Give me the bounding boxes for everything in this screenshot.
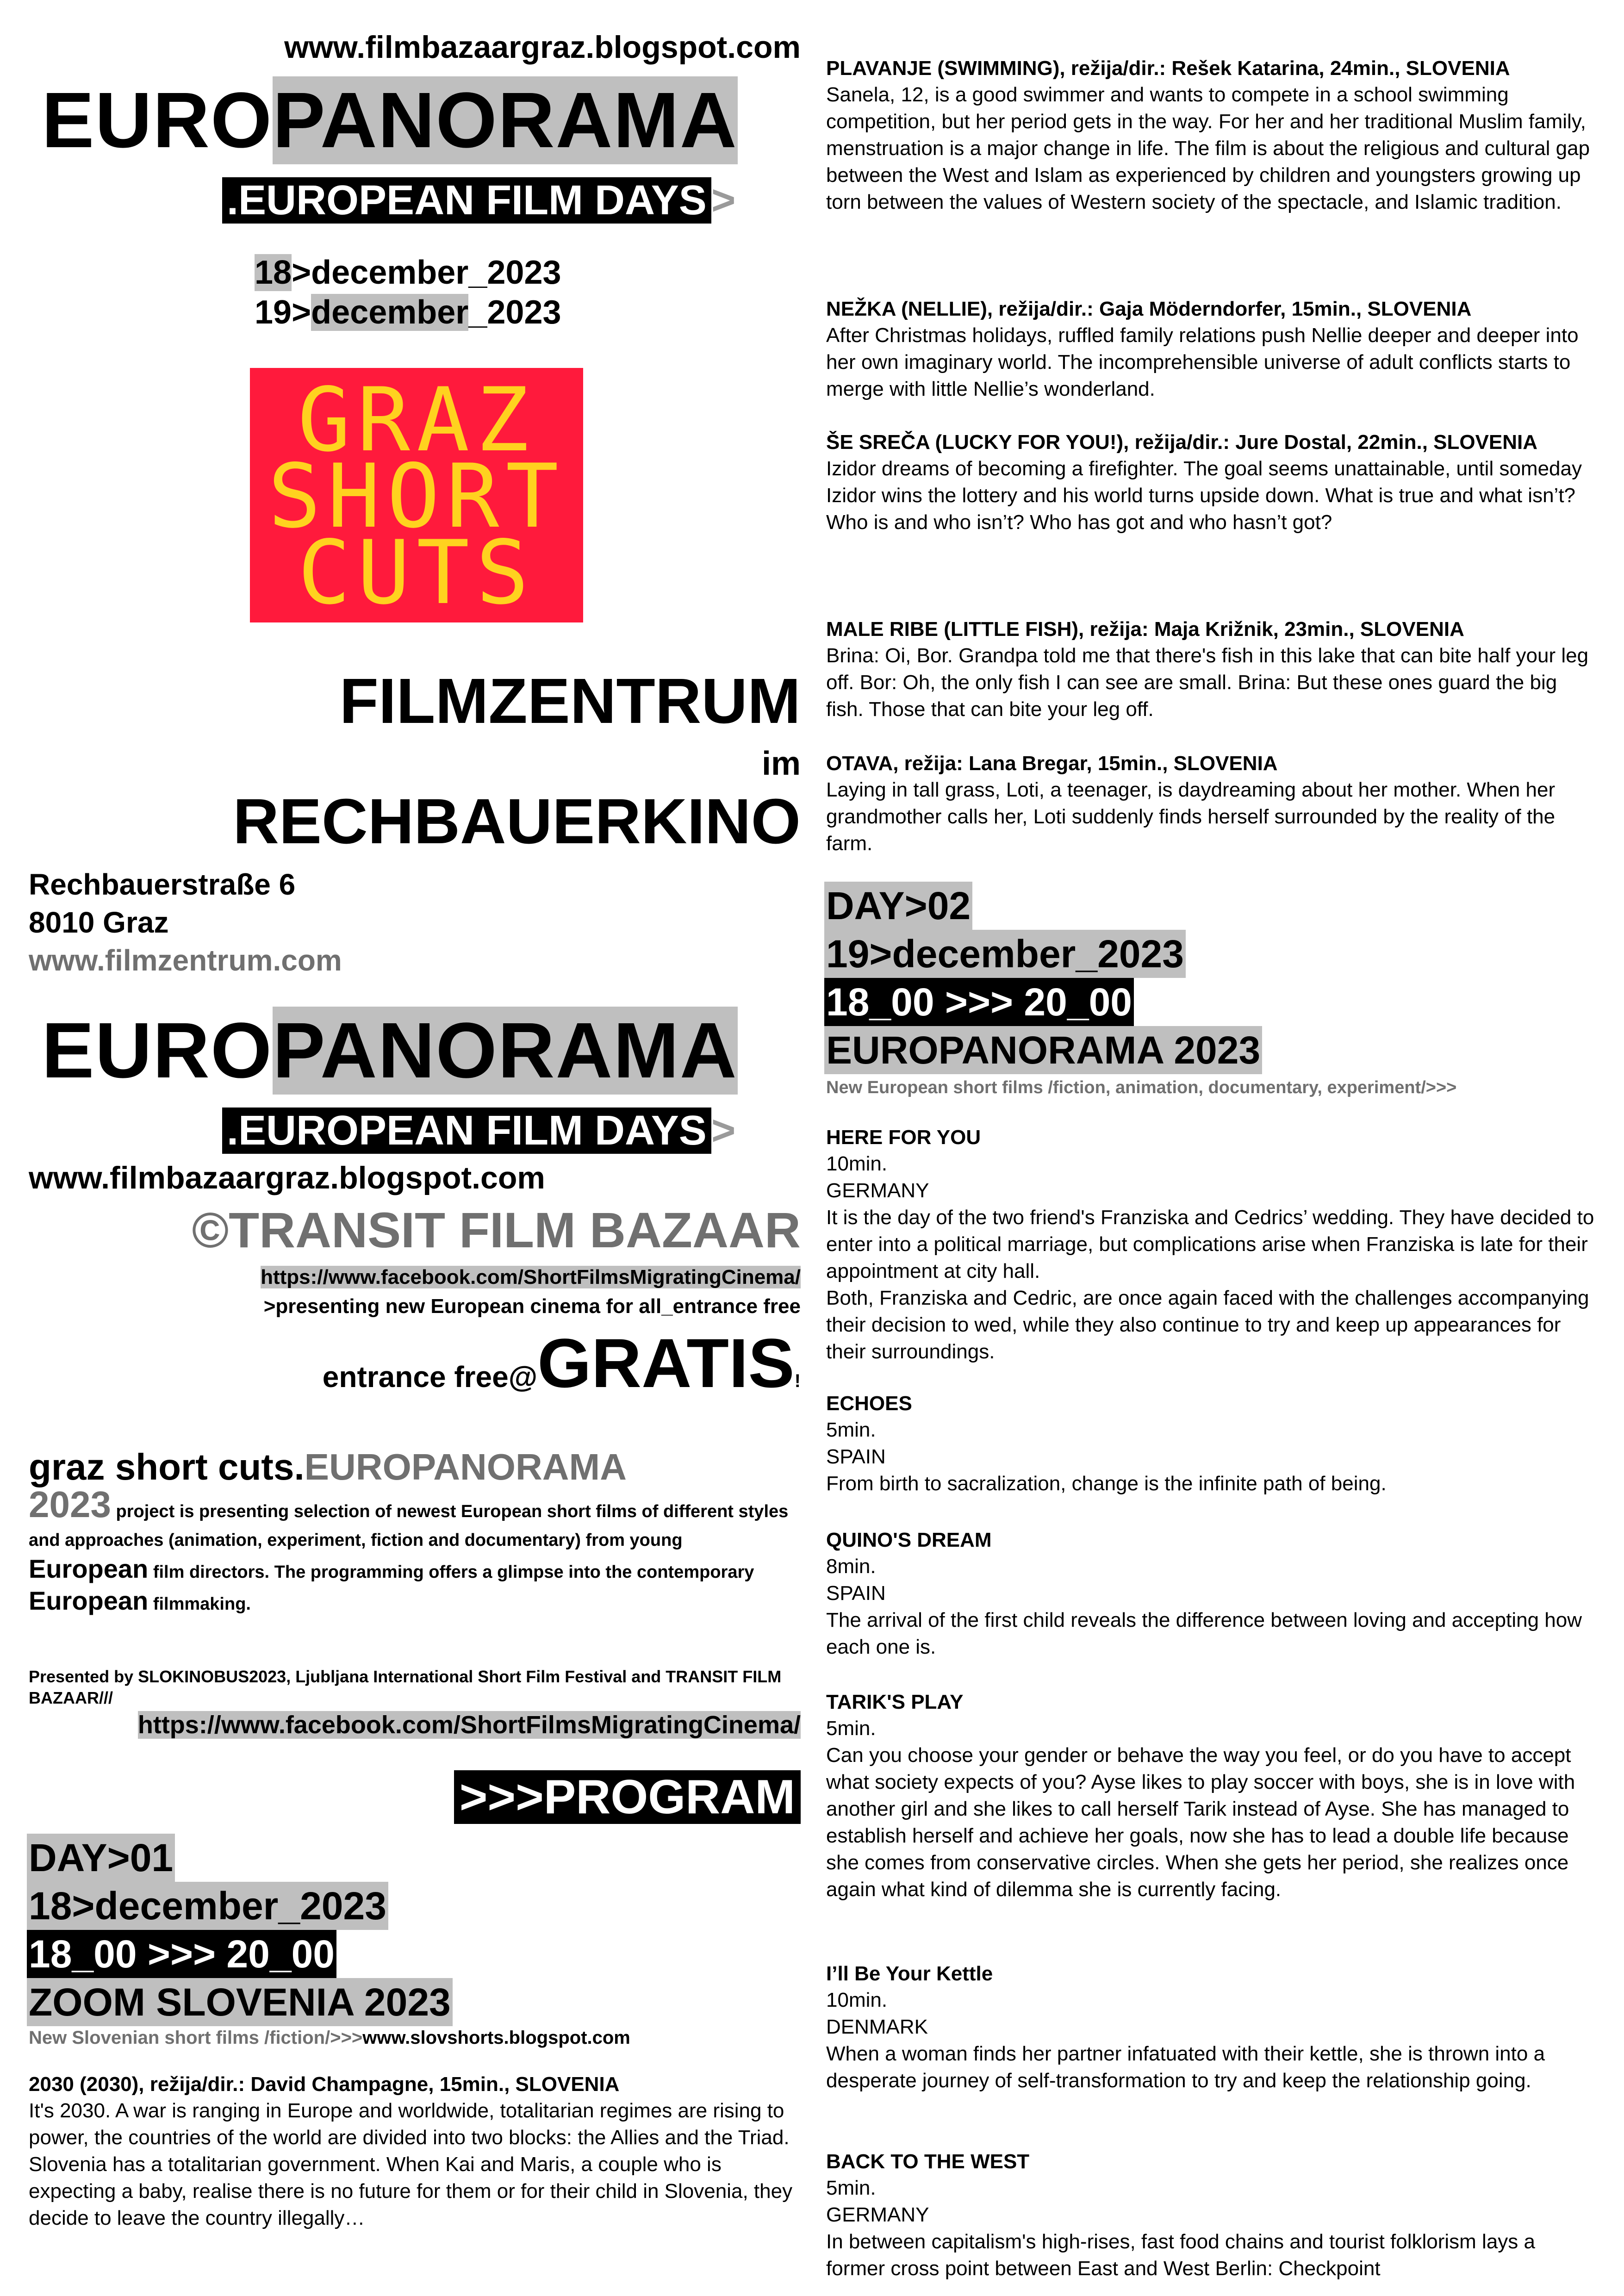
graz-short-cuts-logo — [250, 368, 583, 622]
venue-street: Rechbauerstraße 6 — [29, 868, 296, 901]
slovshorts-link[interactable]: www.slovshorts.blogspot.com — [362, 2028, 630, 2048]
intro-paragraph: graz short cuts.EUROPANORAMA 2023 project is presenting selection of newest European short films of different styles and approaches (animation, experiment, fiction and documentary) from young European film directors. The programming offers a glimpse into the contemporary European filmmaking. — [29, 1446, 789, 1615]
subtitle-text: .EUROPEAN FILM DAYS — [222, 177, 711, 224]
day1-header — [27, 1834, 453, 2026]
film-description: After Christmas holidays, ruffled family relations push Nellie deeper and deeper into her own imaginary world. The incomprehensible universe of adult conflicts starts to merge with little Nellie’s wonderland. — [826, 324, 1579, 400]
venue-city: 8010 Graz — [29, 906, 169, 939]
film-description: In between capitalism's high-rises, fast food chains and tourist folklorism lays a former cross point between East and West Berlin: Checkpoint — [826, 2230, 1535, 2280]
film-entry — [826, 1391, 1597, 1497]
film-entry — [826, 616, 1597, 723]
logo-line-cuts: CUTS — [298, 522, 535, 624]
film-duration: 8min. — [826, 1555, 876, 1578]
day2-title: EUROPANORAMA 2023 — [824, 1026, 1262, 1074]
film-duration: 10min. — [826, 1989, 888, 2011]
day2-time: 18_00 >>> 20_00 — [824, 978, 1134, 1026]
title-panorama: PANORAMA — [273, 76, 738, 164]
gratis-big: GRATIS — [537, 1324, 795, 1402]
film-duration: 10min. — [826, 1152, 888, 1175]
film-entry — [826, 1689, 1597, 1903]
film-description: From birth to sacralization, change is the infinite path of being. — [826, 1472, 1387, 1495]
venue-filmzentrum: FILMZENTRUM — [339, 666, 801, 737]
film-duration: 5min. — [826, 1419, 876, 1441]
venue-im: im — [761, 745, 801, 782]
film-title: I’ll Be Your Kettle — [826, 1962, 993, 1985]
date-line-2: 19>december_2023 — [255, 294, 561, 331]
day1-date: 18>december_2023 — [27, 1882, 388, 1930]
date-line-1: 18>december_2023 — [255, 254, 561, 291]
film-title: TARIK'S PLAY — [826, 1691, 964, 1713]
film-description: It's 2030. A war is ranging in Europe and worldwide, totalitarian regimes are rising to power, the countries of the world are divided into two blocks: the Allies and the Triad. Slovenia has a totalitarian government. When Kai and Maris, a couple who is expecting a baby, realise there is no future for them or for their child in Slovenia, they decide to leave the country illegally… — [29, 2099, 793, 2229]
film-title: MALE RIBE (LITTLE FISH), režija: Maja Križnik, 23min., SLOVENIA — [826, 618, 1464, 641]
european-film-days-top — [222, 175, 735, 226]
film-title: 2030 (2030), režija/dir.: David Champagne, 15min., SLOVENIA — [29, 2073, 620, 2096]
film-description: When a woman finds her partner infatuated with their kettle, she is thrown into a desperate journey of self-transformation to try and keep the relationship going. — [826, 2042, 1545, 2092]
program-label: >>>PROGRAM — [0, 1768, 801, 1826]
day1-title: ZOOM SLOVENIA 2023 — [27, 1978, 453, 2026]
film-country: GERMANY — [826, 2203, 929, 2226]
film-description: Brina: Oi, Bor. Grandpa told me that there's fish in this lake that can bite half your leg off. Bor: Oh, the only fish I can see are small. Brina: But these ones guard the big fish. Those that can bite your leg off. — [826, 644, 1589, 721]
europanorama-title-second: EUROPANORAMA — [42, 1007, 738, 1095]
film-title: OTAVA, režija: Lana Bregar, 15min., SLOVENIA — [826, 752, 1278, 775]
film-title: BACK TO THE WEST — [826, 2150, 1030, 2173]
day1-subtitle: New Slovenian short films /fiction/>>>www.slovshorts.blogspot.com — [29, 2028, 630, 2048]
day1-label: DAY>01 — [27, 1834, 175, 1882]
venue-rechbauerkino: RECHBAUERKINO — [233, 786, 801, 857]
film-title: ŠE SREČA (LUCKY FOR YOU!), režija/dir.: Jure Dostal, 22min., SLOVENIA — [826, 431, 1538, 454]
film-description: The arrival of the first child reveals the difference between loving and accepting how each one is. — [826, 1609, 1582, 1658]
facebook-link-2: https://www.facebook.com/ShortFilmsMigratingCinema/ — [137, 1711, 801, 1739]
copyright-transit: ©TRANSIT FILM BAZAAR — [192, 1202, 801, 1258]
film-entry — [826, 751, 1597, 857]
film-description: Sanela, 12, is a good swimmer and wants to compete in a school swimming competition, but her period gets in the way. For her and her traditional Muslim family, menstruation is a major change in life. The film is about the religious and cultural gap between the West and Islam as experienced by children and youngsters growing up torn between the values of Western society of the spectacle, and Islamic tradition. — [826, 83, 1590, 213]
film-entry — [29, 2072, 802, 2232]
film-entry — [826, 1527, 1597, 1661]
logo-line-graz: GRAZ — [298, 369, 535, 471]
day2-subtitle: New European short films /fiction, animation, documentary, experiment/>>> — [826, 1078, 1457, 1097]
subtitle-arrow: > — [711, 177, 736, 224]
film-entry — [826, 1961, 1597, 2094]
film-country: GERMANY — [826, 1179, 929, 1202]
film-duration: 5min. — [826, 2177, 876, 2199]
logo-line-short: SHORT — [268, 445, 565, 548]
blog-url-top[interactable]: www.filmbazaargraz.blogspot.com — [284, 30, 801, 65]
film-description: Can you choose your gender or behave the way you feel, or do you have to accept what society expects of you? Ayse likes to play soccer with boys, she is in love with another girl and she likes to call herself Tarik instead of Ayse. She has managed to establish herself and achieve her goals, now she has to lead a double life because she comes from conservative circles. When she gets her period, she realizes once again what kind of dilemma she is currently facing. — [826, 1744, 1575, 1901]
film-description: It is the day of the two friend's Franziska and Cedrics’ wedding. They have decided to enter into a political marriage, but complications arise when Franziska is late for their appointment at city hall. — [826, 1206, 1594, 1282]
film-description: Laying in tall grass, Loti, a teenager, is daydreaming about her mother. When her grandmother calls her, Loti suddenly finds herself surrounded by the reality of the farm. — [826, 778, 1556, 855]
presenting-line: >presenting new European cinema for all_entrance free — [263, 1295, 801, 1318]
film-title: QUINO'S DREAM — [826, 1529, 992, 1551]
film-title: PLAVANJE (SWIMMING), režija/dir.: Rešek Katarina, 24min., SLOVENIA — [826, 57, 1510, 80]
day2-date: 19>december_2023 — [824, 930, 1186, 978]
film-duration: 5min. — [826, 1717, 876, 1740]
film-country: DENMARK — [826, 2016, 928, 2038]
film-country: SPAIN — [826, 1445, 886, 1468]
europanorama-title-top — [42, 76, 738, 164]
film-entry — [826, 56, 1597, 216]
film-entry — [826, 1125, 1597, 1365]
film-title: NEŽKA (NELLIE), režija/dir.: Gaja Möderndorfer, 15min., SLOVENIA — [826, 298, 1472, 320]
venue-website[interactable]: www.filmzentrum.com — [29, 944, 342, 977]
film-title: ECHOES — [826, 1392, 912, 1415]
entrance-free-line: entrance free@GRATIS! — [322, 1324, 801, 1402]
film-description-2: Both, Franziska and Cedric, are once again faced with the challenges accompanying their decision to wed, while they also continue to try and keep up appearances for their surroundings. — [826, 1287, 1589, 1363]
film-entry — [826, 296, 1597, 403]
day1-time: 18_00 >>> 20_00 — [27, 1930, 336, 1978]
european-film-days-second: .EUROPEAN FILM DAYS > — [222, 1105, 735, 1156]
day2-label: DAY>02 — [824, 882, 972, 930]
intro-year: 2023 — [29, 1484, 111, 1525]
title-euro: EURO — [42, 76, 273, 164]
facebook-link-1: https://www.facebook.com/ShortFilmsMigratingCinema/ — [261, 1266, 801, 1288]
blog-url-second[interactable]: www.filmbazaargraz.blogspot.com — [29, 1160, 545, 1195]
film-entry — [826, 2149, 1597, 2282]
intro-lead-black: graz short cuts. — [29, 1446, 305, 1487]
film-title: HERE FOR YOU — [826, 1126, 981, 1149]
presented-by: Presented by SLOKINOBUS2023, Ljubljana International Short Film Festival and TRANSIT FILM BAZAAR/// — [29, 1667, 782, 1707]
film-entry — [826, 429, 1597, 536]
intro-lead-gray: EUROPANORAMA — [304, 1446, 627, 1487]
film-description: Izidor dreams of becoming a firefighter. The goal seems unattainable, until someday Izidor wins the lottery and his world turns upside down. What is true and what isn’t? Who is and who isn’t? Who has got and who hasn’t got? — [826, 457, 1582, 534]
day2-header — [824, 882, 1262, 1074]
film-country: SPAIN — [826, 1582, 886, 1605]
